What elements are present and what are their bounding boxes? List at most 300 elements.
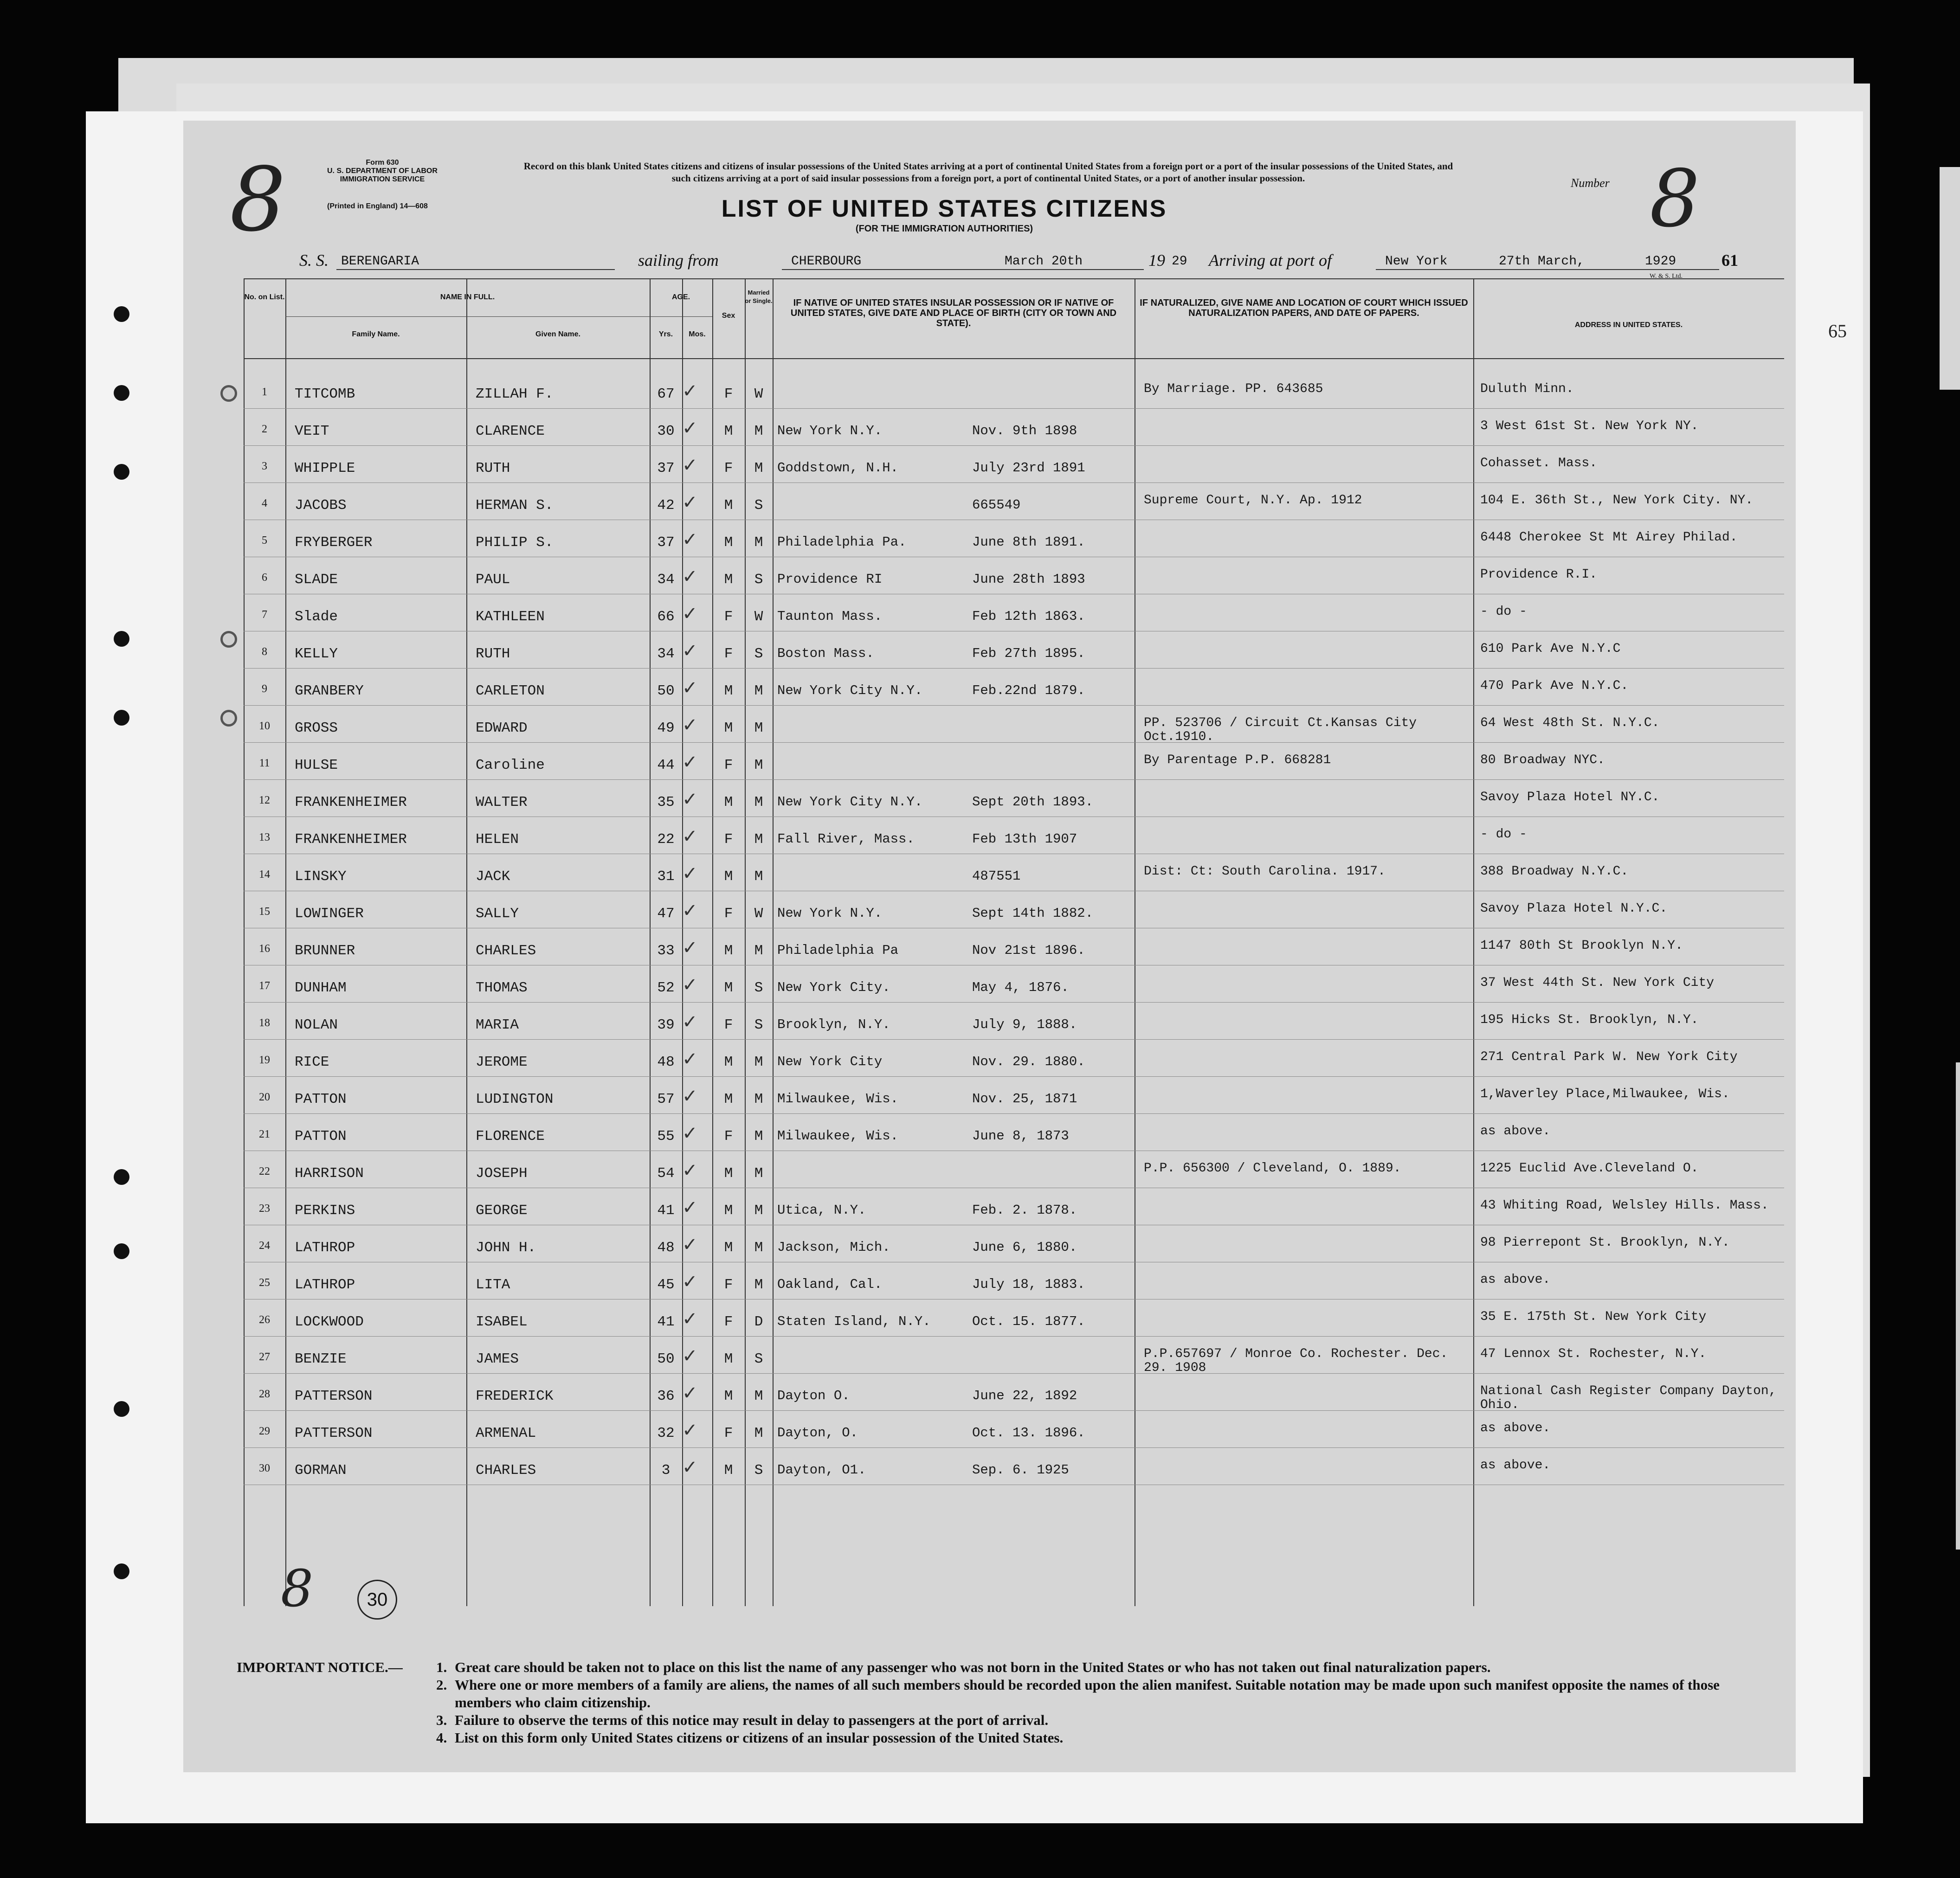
- cell-family: PATTON: [295, 1091, 347, 1107]
- check-mark-icon: ✓: [682, 603, 698, 624]
- cell-family: LATHROP: [295, 1277, 355, 1293]
- cell-addr: 6448 Cherokee St Mt Airey Philad.: [1480, 530, 1738, 545]
- cell-date: Nov. 29. 1880.: [972, 1054, 1085, 1069]
- cell-date: Nov. 25, 1871: [972, 1091, 1077, 1106]
- check-mark-icon: ✓: [682, 455, 698, 476]
- arrival-date: 27th March,: [1499, 254, 1585, 269]
- cell-place: Philadelphia Pa: [777, 943, 899, 958]
- cell-addr: 195 Hicks St. Brooklyn, N.Y.: [1480, 1013, 1699, 1027]
- cell-given: JACK: [476, 868, 510, 885]
- form-info: [327, 159, 438, 211]
- cell-nat: PP. 523706 / Circuit Ct.Kansas City Oct.1910.: [1144, 716, 1417, 744]
- cell-place: New York City: [777, 1054, 883, 1069]
- cell-sex: F: [724, 646, 733, 662]
- cell-addr: - do -: [1480, 827, 1527, 842]
- cell-date: June 28th 1893: [972, 572, 1085, 587]
- cell-ms: M: [754, 1240, 763, 1256]
- cell-family: PERKINS: [295, 1203, 355, 1219]
- page-subtitle: (FOR THE IMMIGRATION AUTHORITIES): [855, 224, 1033, 234]
- row-rule: [244, 742, 1784, 743]
- cell-addr: 1225 Euclid Ave.Cleveland O.: [1480, 1161, 1699, 1176]
- table-row: [244, 743, 1784, 780]
- cell-sex: M: [724, 868, 733, 885]
- handwritten-corner-number: 8: [230, 148, 286, 251]
- cell-addr: 1,Waverley Place,Milwaukee, Wis.: [1480, 1087, 1730, 1101]
- check-mark-icon: ✓: [682, 1048, 698, 1070]
- check-mark-icon: ✓: [682, 1234, 698, 1255]
- col-birth: IF NATIVE OF UNITED STATES INSULAR POSSESSION OR IF NATIVE OF UNITED STATES, GIVE DATE AND PLACE OF BIRTH (CITY OR TOWN AND STATE).: [790, 298, 1117, 328]
- cell-given: HERMAN S.: [476, 497, 554, 514]
- cell-ms: D: [754, 1314, 763, 1330]
- cell-place: Boston Mass.: [777, 646, 874, 661]
- row-rule: [244, 779, 1784, 780]
- cell-age: 52: [657, 980, 675, 996]
- header-rule: [244, 358, 1784, 359]
- cell-age: 34: [657, 646, 675, 662]
- cell-no: 19: [259, 1054, 270, 1066]
- cell-age: 54: [657, 1165, 675, 1182]
- cell-family: NOLAN: [295, 1017, 338, 1033]
- cell-sex: M: [724, 943, 733, 959]
- cell-ms: M: [754, 1128, 763, 1145]
- punch-hole: [220, 710, 237, 727]
- number-label: Number: [1571, 176, 1610, 190]
- cell-no: 28: [259, 1388, 270, 1400]
- cell-given: PAUL: [476, 572, 510, 588]
- check-mark-icon: ✓: [682, 1086, 698, 1107]
- cell-ms: M: [754, 831, 763, 848]
- page-number: 61: [1721, 251, 1738, 270]
- cell-family: LINSKY: [295, 868, 347, 885]
- cell-date: Oct. 15. 1877.: [972, 1314, 1085, 1329]
- cell-place: Brooklyn, N.Y.: [777, 1017, 890, 1032]
- cell-addr: as above.: [1480, 1124, 1551, 1138]
- cell-sex: F: [724, 1314, 733, 1330]
- col-age: AGE.: [671, 293, 690, 301]
- sailing-date: March 20th: [1005, 254, 1083, 269]
- cell-no: 12: [259, 794, 270, 806]
- cell-age: 48: [657, 1054, 675, 1070]
- cell-sex: M: [724, 534, 733, 551]
- cell-given: FLORENCE: [476, 1128, 545, 1145]
- cell-no: 9: [262, 683, 267, 695]
- check-mark-icon: ✓: [682, 752, 698, 773]
- cell-age: 50: [657, 683, 675, 699]
- col-yrs: Yrs.: [658, 330, 673, 338]
- cell-addr: 3 West 61st St. New York NY.: [1480, 419, 1699, 433]
- col-address: ADDRESS IN UNITED STATES.: [1574, 321, 1683, 329]
- cell-date: June 8, 1873: [972, 1128, 1069, 1144]
- cell-given: ISABEL: [476, 1314, 528, 1330]
- cell-no: 20: [259, 1091, 270, 1103]
- cell-place: New York N.Y.: [777, 423, 883, 438]
- cell-ms: M: [754, 683, 763, 699]
- cell-place: Utica, N.Y.: [777, 1203, 866, 1218]
- cell-given: HELEN: [476, 831, 519, 848]
- cell-place: Oakland, Cal.: [777, 1277, 883, 1292]
- table-row: [244, 483, 1784, 520]
- cell-age: 35: [657, 794, 675, 810]
- cell-age: 37: [657, 460, 675, 476]
- cell-age: 55: [657, 1128, 675, 1145]
- cell-ms: M: [754, 868, 763, 885]
- check-mark-icon: ✓: [682, 1457, 698, 1478]
- table-row: [244, 558, 1784, 594]
- cell-sex: M: [724, 1091, 733, 1107]
- check-mark-icon: ✓: [682, 1420, 698, 1441]
- cell-sex: F: [724, 906, 733, 922]
- cell-date: June 6, 1880.: [972, 1240, 1077, 1255]
- cell-family: GRANBERY: [295, 683, 364, 699]
- cell-place: Taunton Mass.: [777, 609, 883, 624]
- cell-addr: 64 West 48th St. N.Y.C.: [1480, 716, 1660, 730]
- cell-no: 26: [259, 1314, 270, 1326]
- cell-family: FRANKENHEIMER: [295, 794, 407, 810]
- punch-hole: [220, 631, 237, 648]
- cell-family: GORMAN: [295, 1462, 347, 1479]
- binder-hole: [114, 1401, 129, 1417]
- cell-addr: Cohasset. Mass.: [1480, 456, 1598, 470]
- cell-no: 2: [262, 423, 267, 435]
- cell-given: CHARLES: [476, 1462, 536, 1479]
- table-row: [244, 855, 1784, 891]
- table-row: [244, 595, 1784, 631]
- cell-given: ARMENAL: [476, 1425, 536, 1441]
- cell-given: GEORGE: [476, 1203, 528, 1219]
- col-naturalized: IF NATURALIZED, GIVE NAME AND LOCATION OF COURT WHICH ISSUED NATURALIZATION PAPERS, AND DATE OF PAPERS.: [1140, 298, 1468, 318]
- table-row: [244, 446, 1784, 483]
- cell-age: 66: [657, 609, 675, 625]
- col-name: NAME IN FULL.: [440, 293, 495, 301]
- page-title: LIST OF UNITED STATES CITIZENS: [721, 195, 1167, 222]
- cell-age: 36: [657, 1388, 675, 1404]
- cell-addr: 1147 80th St Brooklyn N.Y.: [1480, 939, 1683, 953]
- cell-age: 49: [657, 720, 675, 736]
- cell-date: May 4, 1876.: [972, 980, 1069, 995]
- row-rule: [244, 1039, 1784, 1040]
- port-rule: [782, 269, 1144, 270]
- handwritten-count: 8: [281, 1559, 313, 1618]
- punch-hole: [220, 385, 237, 402]
- cell-no: 18: [259, 1017, 270, 1029]
- cell-ms: M: [754, 1203, 763, 1219]
- cell-sex: F: [724, 460, 733, 476]
- cell-given: RUTH: [476, 646, 510, 662]
- circled-total: 30: [357, 1580, 397, 1620]
- cell-age: 42: [657, 497, 675, 514]
- col-sex: Sex: [722, 312, 735, 320]
- cell-no: 27: [259, 1351, 270, 1363]
- cell-no: 4: [262, 497, 267, 509]
- year-label: 19: [1148, 251, 1165, 270]
- cell-no: 13: [259, 831, 270, 843]
- cell-place: New York City N.Y.: [777, 683, 923, 698]
- cell-ms: S: [754, 572, 763, 588]
- cell-age: 34: [657, 572, 675, 588]
- row-rule: [244, 1373, 1784, 1374]
- cell-no: 22: [259, 1165, 270, 1177]
- cell-sex: M: [724, 1462, 733, 1479]
- check-mark-icon: ✓: [682, 1345, 698, 1367]
- table-row: [244, 1448, 1784, 1485]
- cell-ms: M: [754, 534, 763, 551]
- cell-family: BENZIE: [295, 1351, 347, 1367]
- cell-given: JAMES: [476, 1351, 519, 1367]
- cell-sex: M: [724, 980, 733, 996]
- cell-no: 15: [259, 906, 270, 918]
- cell-sex: M: [724, 794, 733, 810]
- cell-no: 11: [259, 757, 270, 769]
- row-rule: [244, 445, 1784, 446]
- cell-age: 30: [657, 423, 675, 439]
- notice-item: 3. Failure to observe the terms of this notice may result in delay to passengers at the port of arrival.: [436, 1712, 1049, 1728]
- cell-sex: F: [724, 1425, 733, 1441]
- cell-date: Nov. 9th 1898: [972, 423, 1077, 438]
- cell-date: Feb 27th 1895.: [972, 646, 1085, 661]
- col-family: Family Name.: [352, 330, 400, 338]
- check-mark-icon: ✓: [682, 900, 698, 921]
- cell-date: June 22, 1892: [972, 1388, 1077, 1403]
- cell-date: Sep. 6. 1925: [972, 1462, 1069, 1478]
- arriving-label: Arriving at port of: [1209, 251, 1332, 270]
- printer-note: (Printed in England) 14—608: [327, 202, 428, 210]
- cell-nat: Supreme Court, N.Y. Ap. 1912: [1144, 493, 1362, 508]
- manifest-sheet: [183, 121, 1796, 1772]
- cell-no: 6: [262, 572, 267, 584]
- cell-given: LUDINGTON: [476, 1091, 554, 1107]
- cell-given: CARLETON: [476, 683, 545, 699]
- cell-date: Feb.22nd 1879.: [972, 683, 1085, 698]
- cell-ms: S: [754, 1351, 763, 1367]
- cell-place: Philadelphia Pa.: [777, 534, 907, 550]
- cell-given: KATHLEEN: [476, 609, 545, 625]
- cell-addr: 43 Whiting Road, Welsley Hills. Mass.: [1480, 1198, 1769, 1213]
- notice-label: IMPORTANT NOTICE.—: [237, 1659, 403, 1675]
- cell-ms: S: [754, 646, 763, 662]
- cell-date: Oct. 13. 1896.: [972, 1425, 1085, 1441]
- cell-family: PATTON: [295, 1128, 347, 1145]
- table-row: [244, 1263, 1784, 1299]
- cell-ms: M: [754, 460, 763, 476]
- name-subrule: [285, 316, 650, 317]
- cell-sex: M: [724, 1203, 733, 1219]
- cell-ms: M: [754, 757, 763, 773]
- cell-place: New York N.Y.: [777, 906, 883, 921]
- row-rule: [244, 1113, 1784, 1114]
- check-mark-icon: ✓: [682, 1308, 698, 1330]
- table-row: [244, 966, 1784, 1003]
- notice-item: 1. Great care should be taken not to place on this list the name of any passenger who was not born in the United States or who has not taken out final naturalization papers.: [436, 1659, 1491, 1675]
- cell-given: LITA: [476, 1277, 510, 1293]
- department: U. S. DEPARTMENT OF LABOR: [327, 167, 438, 175]
- check-mark-icon: ✓: [682, 1197, 698, 1218]
- cell-family: HARRISON: [295, 1165, 364, 1182]
- cell-sex: F: [724, 831, 733, 848]
- row-rule: [244, 1076, 1784, 1077]
- row-rule: [244, 668, 1784, 669]
- cell-given: WALTER: [476, 794, 528, 810]
- cell-family: RICE: [295, 1054, 329, 1070]
- cell-family: PATTERSON: [295, 1388, 373, 1404]
- cell-age: 3: [661, 1462, 671, 1479]
- cell-addr: 98 Pierrepont St. Brooklyn, N.Y.: [1480, 1235, 1730, 1250]
- cell-addr: 470 Park Ave N.Y.C.: [1480, 679, 1629, 693]
- cell-family: BRUNNER: [295, 943, 355, 959]
- cell-family: FRANKENHEIMER: [295, 831, 407, 848]
- cell-family: LOWINGER: [295, 906, 364, 922]
- table-row: [244, 1040, 1784, 1077]
- passenger-table: [244, 278, 1784, 1606]
- table-row: [244, 409, 1784, 446]
- cell-age: 33: [657, 943, 675, 959]
- check-mark-icon: ✓: [682, 1160, 698, 1181]
- cell-age: 44: [657, 757, 675, 773]
- cell-given: PHILIP S.: [476, 534, 554, 551]
- cell-sex: F: [724, 609, 733, 625]
- cell-addr: 104 E. 36th St., New York City. NY.: [1480, 493, 1754, 508]
- cell-family: KELLY: [295, 646, 338, 662]
- cell-family: Slade: [295, 609, 338, 625]
- cell-no: 23: [259, 1203, 270, 1215]
- cell-addr: Providence R.I.: [1480, 567, 1598, 582]
- cell-nat: By Parentage P.P. 668281: [1144, 753, 1331, 767]
- table-row: [244, 1337, 1784, 1374]
- table-row: [244, 706, 1784, 743]
- cell-ms: W: [754, 906, 763, 922]
- cell-sex: M: [724, 572, 733, 588]
- cell-sex: M: [724, 683, 733, 699]
- check-mark-icon: ✓: [682, 1383, 698, 1404]
- cell-given: JOHN H.: [476, 1240, 536, 1256]
- cell-ms: M: [754, 943, 763, 959]
- table-row: [244, 1077, 1784, 1114]
- cell-sex: F: [724, 1017, 733, 1033]
- cell-given: CHARLES: [476, 943, 536, 959]
- cell-family: GROSS: [295, 720, 338, 736]
- cell-addr: as above.: [1480, 1421, 1551, 1435]
- cell-age: 22: [657, 831, 675, 848]
- cell-family: PATTERSON: [295, 1425, 373, 1441]
- cell-no: 8: [262, 646, 267, 658]
- cell-family: SLADE: [295, 572, 338, 588]
- form-number: Form 630: [366, 159, 399, 167]
- cell-ms: S: [754, 497, 763, 514]
- cell-sex: F: [724, 386, 733, 402]
- row-rule: [244, 1336, 1784, 1337]
- check-mark-icon: ✓: [682, 1271, 698, 1293]
- check-mark-icon: ✓: [682, 937, 698, 958]
- arrival-rule: [1376, 269, 1719, 270]
- cell-place: Providence RI: [777, 572, 883, 587]
- ss-label: S. S.: [299, 251, 329, 270]
- ship-rule: [336, 269, 615, 270]
- cell-age: 50: [657, 1351, 675, 1367]
- table-row: [244, 1374, 1784, 1411]
- cell-no: 7: [262, 609, 267, 621]
- cell-date: Feb 12th 1863.: [972, 609, 1085, 624]
- cell-no: 25: [259, 1277, 270, 1289]
- cell-place: Milwaukee, Wis.: [777, 1128, 899, 1144]
- binder-hole: [114, 1169, 129, 1185]
- service: IMMIGRATION SERVICE: [340, 175, 425, 183]
- cell-addr: Savoy Plaza Hotel NY.C.: [1480, 790, 1660, 804]
- cell-addr: 47 Lennox St. Rochester, N.Y.: [1480, 1347, 1707, 1361]
- cell-sex: M: [724, 1054, 733, 1070]
- cell-family: WHIPPLE: [295, 460, 355, 476]
- sailing-label: sailing from: [638, 251, 719, 270]
- cell-ms: M: [754, 1425, 763, 1441]
- col-married: Married or Single.: [745, 289, 773, 304]
- table-row: [244, 929, 1784, 965]
- binder-hole: [114, 1563, 129, 1579]
- row-rule: [244, 1447, 1784, 1448]
- cell-place: Dayton O.: [777, 1388, 850, 1403]
- cell-date: Feb 13th 1907: [972, 831, 1077, 847]
- adjacent-page-edge: [1956, 1062, 1960, 1550]
- cell-addr: Savoy Plaza Hotel N.Y.C.: [1480, 901, 1668, 916]
- row-rule: [244, 408, 1784, 409]
- table-row: [244, 669, 1784, 706]
- cell-no: 16: [259, 943, 270, 955]
- check-mark-icon: ✓: [682, 566, 698, 587]
- check-mark-icon: ✓: [682, 863, 698, 884]
- cell-date: June 8th 1891.: [972, 534, 1085, 550]
- row-rule: [244, 1002, 1784, 1003]
- cell-place: New York City N.Y.: [777, 794, 923, 810]
- check-mark-icon: ✓: [682, 529, 698, 550]
- cell-given: JEROME: [476, 1054, 528, 1070]
- cell-sex: M: [724, 1351, 733, 1367]
- cell-place: Goddstown, N.H.: [777, 460, 899, 476]
- row-rule: [244, 705, 1784, 706]
- cell-addr: 271 Central Park W. New York City: [1480, 1050, 1738, 1064]
- binder-hole: [114, 710, 129, 726]
- cell-date: Feb. 2. 1878.: [972, 1203, 1077, 1218]
- printer-mark: W. & S. Ltd.: [1650, 273, 1683, 280]
- cell-given: THOMAS: [476, 980, 528, 996]
- cell-ms: M: [754, 1054, 763, 1070]
- cell-no: 30: [259, 1462, 270, 1474]
- cell-place: Staten Island, N.Y.: [777, 1314, 931, 1329]
- check-mark-icon: ✓: [682, 826, 698, 847]
- cell-age: 45: [657, 1277, 675, 1293]
- cell-age: 41: [657, 1314, 675, 1330]
- check-mark-icon: ✓: [682, 974, 698, 996]
- cell-no: 17: [259, 980, 270, 992]
- cell-addr: National Cash Register Company Dayton, Ohio.: [1480, 1384, 1777, 1412]
- cell-sex: F: [724, 1277, 733, 1293]
- binder-hole: [114, 1243, 129, 1259]
- cell-family: LOCKWOOD: [295, 1314, 364, 1330]
- cell-sex: F: [724, 1128, 733, 1145]
- age-subrule: [650, 316, 712, 317]
- cell-date: 665549: [972, 497, 1021, 513]
- cell-addr: Duluth Minn.: [1480, 382, 1574, 396]
- cell-ms: W: [754, 609, 763, 625]
- cell-given: RUTH: [476, 460, 510, 476]
- cell-nat: P.P.657697 / Monroe Co. Rochester. Dec. 29. 1908: [1144, 1347, 1448, 1375]
- cell-no: 29: [259, 1425, 270, 1437]
- cell-sex: M: [724, 497, 733, 514]
- cell-given: Caroline: [476, 757, 545, 773]
- cell-ms: M: [754, 1277, 763, 1293]
- check-mark-icon: ✓: [682, 418, 698, 439]
- check-mark-icon: ✓: [682, 640, 698, 662]
- check-mark-icon: ✓: [682, 380, 698, 402]
- notice-items: [436, 1659, 1773, 1747]
- cell-family: HULSE: [295, 757, 338, 773]
- notice-item: 4. List on this form only United States citizens or citizens of an insular possession of the United States.: [436, 1730, 1064, 1746]
